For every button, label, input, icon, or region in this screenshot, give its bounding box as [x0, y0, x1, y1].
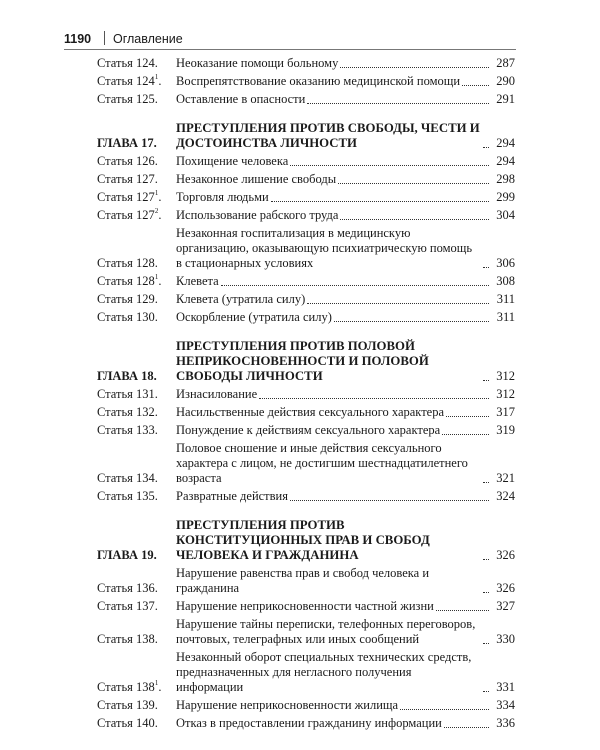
entry-page-number: 312 — [496, 369, 515, 383]
dot-leader — [307, 103, 489, 104]
toc-entry — [97, 92, 515, 107]
toc-entry — [97, 423, 515, 438]
dot-leader — [446, 416, 489, 417]
entry-page-number: 311 — [496, 310, 515, 324]
toc-entry — [97, 405, 515, 420]
entry-label: Статья 136. — [97, 581, 158, 595]
entry-page-number: 312 — [496, 387, 515, 401]
entry-title: Похищение человека — [176, 154, 289, 168]
entry-label: Статья 129. — [97, 292, 158, 306]
entry-title: ПРЕСТУПЛЕНИЯ ПРОТИВ ПОЛОВОЙ НЕПРИКОСНОВЕННОСТИ И ПОЛОВОЙ СВОБОДЫ ЛИЧНОСТИ — [176, 339, 429, 383]
dot-leader — [483, 482, 489, 483]
entry-label: Статья $124^1$. — [97, 72, 162, 88]
toc-chapter — [97, 121, 515, 151]
entry-title: Отказ в предоставлении гражданину информации — [176, 716, 442, 730]
entry-label: Статья 134. — [97, 471, 158, 485]
entry-label: Статья 124. — [97, 56, 158, 70]
entry-label: Статья $127^1$. — [97, 188, 162, 204]
toc-entry — [97, 698, 515, 713]
entry-title: Клевета (утратила силу) — [176, 292, 306, 306]
entry-label: Статья 127. — [97, 172, 158, 186]
entry-page-number: 319 — [496, 423, 515, 437]
entry-superscript: 1 — [154, 72, 159, 81]
entry-title: Незаконное лишение свободы — [176, 172, 337, 186]
dot-leader — [436, 610, 489, 611]
toc-entry — [97, 172, 515, 187]
entry-title: Нарушение тайны переписки, телефонных переговоров, почтовых, телеграфных или иных сообщений — [176, 617, 476, 646]
entry-label: Статья 125. — [97, 92, 158, 106]
toc-entry — [97, 441, 515, 486]
dot-leader — [340, 219, 489, 220]
entry-page-number: 327 — [496, 599, 515, 613]
toc-entry — [97, 650, 515, 695]
entry-title: Нарушение равенства прав и свобод человека и гражданина — [176, 566, 430, 595]
dot-leader — [221, 285, 489, 286]
header-rule — [64, 49, 516, 50]
entry-title: Изнасилование — [176, 387, 258, 401]
toc-entry — [97, 617, 515, 647]
entry-title: Нарушение неприкосновенности частной жизни — [176, 599, 434, 613]
entry-page-number: 330 — [496, 632, 515, 646]
dot-leader — [483, 147, 489, 148]
dot-leader — [483, 559, 489, 560]
entry-superscript: 1 — [154, 678, 159, 687]
toc-entry — [97, 387, 515, 402]
entry-label: Статья 126. — [97, 154, 158, 168]
toc-entry — [97, 74, 515, 89]
entry-page-number: 311 — [496, 292, 515, 306]
toc-entry — [97, 489, 515, 504]
entry-page-number: 290 — [496, 74, 515, 88]
toc-entry — [97, 310, 515, 325]
entry-label: Статья 137. — [97, 599, 158, 613]
dot-leader — [483, 592, 489, 593]
entry-page-number: 321 — [496, 471, 515, 485]
dot-leader — [290, 165, 489, 166]
entry-label: Статья 139. — [97, 698, 158, 712]
entry-page-number: 294 — [496, 154, 515, 168]
entry-title: Нарушение неприкосновенности жилища — [176, 698, 399, 712]
entry-label: Статья 128. — [97, 256, 158, 270]
entry-page-number: 317 — [496, 405, 515, 419]
table-of-contents — [97, 56, 515, 734]
entry-label: Статья 140. — [97, 716, 158, 730]
entry-label: Статья $127^2$. — [97, 206, 162, 222]
page-header — [64, 26, 516, 50]
entry-page-number: 334 — [496, 698, 515, 712]
dot-leader — [444, 727, 489, 728]
entry-title: ПРЕСТУПЛЕНИЯ ПРОТИВ СВОБОДЫ, ЧЕСТИ И ДОСТОИНСТВА ЛИЧНОСТИ — [176, 121, 480, 150]
entry-label: ГЛАВА 17. — [97, 136, 157, 150]
dot-leader — [259, 398, 489, 399]
entry-label: ГЛАВА 18. — [97, 369, 157, 383]
dot-leader — [483, 643, 489, 644]
entry-label: Статья 138. — [97, 632, 158, 646]
entry-label: Статья 130. — [97, 310, 158, 324]
entry-label: Статья 131. — [97, 387, 158, 401]
dot-leader — [442, 434, 489, 435]
dot-leader — [271, 201, 489, 202]
toc-entry — [97, 154, 515, 169]
entry-title: Половое сношение и иные действия сексуального характера с лицом, не достигшим шестнадцатилетнего возраста — [176, 441, 468, 485]
entry-superscript: 1 — [154, 272, 159, 281]
entry-superscript: 2 — [154, 206, 159, 215]
dot-leader — [483, 691, 489, 692]
dot-leader — [340, 67, 489, 68]
section-title: Оглавление — [113, 32, 183, 46]
toc-entry — [97, 716, 515, 731]
dot-leader — [483, 380, 489, 381]
toc-entry — [97, 226, 515, 271]
page-number: 1190 — [64, 32, 92, 46]
entry-title: Оскорбление (утратила силу) — [176, 310, 332, 324]
dot-leader — [400, 709, 489, 710]
entry-page-number: 298 — [496, 172, 515, 186]
entry-label: Статья $138^1$. — [97, 678, 162, 694]
toc-entry — [97, 208, 515, 223]
entry-superscript: 1 — [154, 188, 159, 197]
entry-title: Клевета — [176, 274, 219, 288]
dot-leader — [462, 85, 489, 86]
entry-page-number: 304 — [496, 208, 515, 222]
toc-entry — [97, 566, 515, 596]
entry-label: ГЛАВА 19. — [97, 548, 157, 562]
entry-label: Статья 132. — [97, 405, 158, 419]
entry-page-number: 331 — [496, 680, 515, 694]
entry-page-number: 326 — [496, 581, 515, 595]
entry-page-number: 306 — [496, 256, 515, 270]
toc-entry — [97, 292, 515, 307]
entry-title: Оставление в опасности — [176, 92, 306, 106]
entry-page-number: 336 — [496, 716, 515, 730]
entry-title: Воспрепятствование оказанию медицинской помощи — [176, 74, 461, 88]
dot-leader — [483, 267, 489, 268]
entry-page-number: 294 — [496, 136, 515, 150]
entry-page-number: 299 — [496, 190, 515, 204]
entry-title: ПРЕСТУПЛЕНИЯ ПРОТИВ КОНСТИТУЦИОННЫХ ПРАВ И СВОБОД ЧЕЛОВЕКА И ГРАЖДАНИНА — [176, 518, 430, 562]
entry-title: Развратные действия — [176, 489, 288, 503]
toc-entry — [97, 274, 515, 289]
toc-entry — [97, 599, 515, 614]
entry-label: Статья $128^1$. — [97, 272, 162, 288]
toc-entry — [97, 190, 515, 205]
dot-leader — [307, 303, 489, 304]
entry-title: Использование рабского труда — [176, 208, 339, 222]
entry-label: Статья 135. — [97, 489, 158, 503]
entry-page-number: 287 — [496, 56, 515, 70]
header-separator — [104, 31, 105, 45]
entry-title: Торговля людьми — [176, 190, 269, 204]
entry-title: Насильственные действия сексуального характера — [176, 405, 445, 419]
entry-title: Незаконная госпитализация в медицинскую организацию, оказывающую психиатрическую помощь в стационарных условиях — [176, 226, 473, 270]
entry-label: Статья 133. — [97, 423, 158, 437]
dot-leader — [290, 500, 489, 501]
entry-page-number: 326 — [496, 548, 515, 562]
entry-title: Понуждение к действиям сексуального характера — [176, 423, 441, 437]
entry-page-number: 308 — [496, 274, 515, 288]
entry-title: Незаконный оборот специальных технических средств, предназначенных для негласного получения информации — [176, 650, 472, 694]
dot-leader — [338, 183, 489, 184]
dot-leader — [334, 321, 489, 322]
toc-chapter — [97, 518, 515, 563]
entry-title: Неоказание помощи больному — [176, 56, 339, 70]
entry-page-number: 291 — [496, 92, 515, 106]
toc-chapter — [97, 339, 515, 384]
toc-entry — [97, 56, 515, 71]
entry-page-number: 324 — [496, 489, 515, 503]
